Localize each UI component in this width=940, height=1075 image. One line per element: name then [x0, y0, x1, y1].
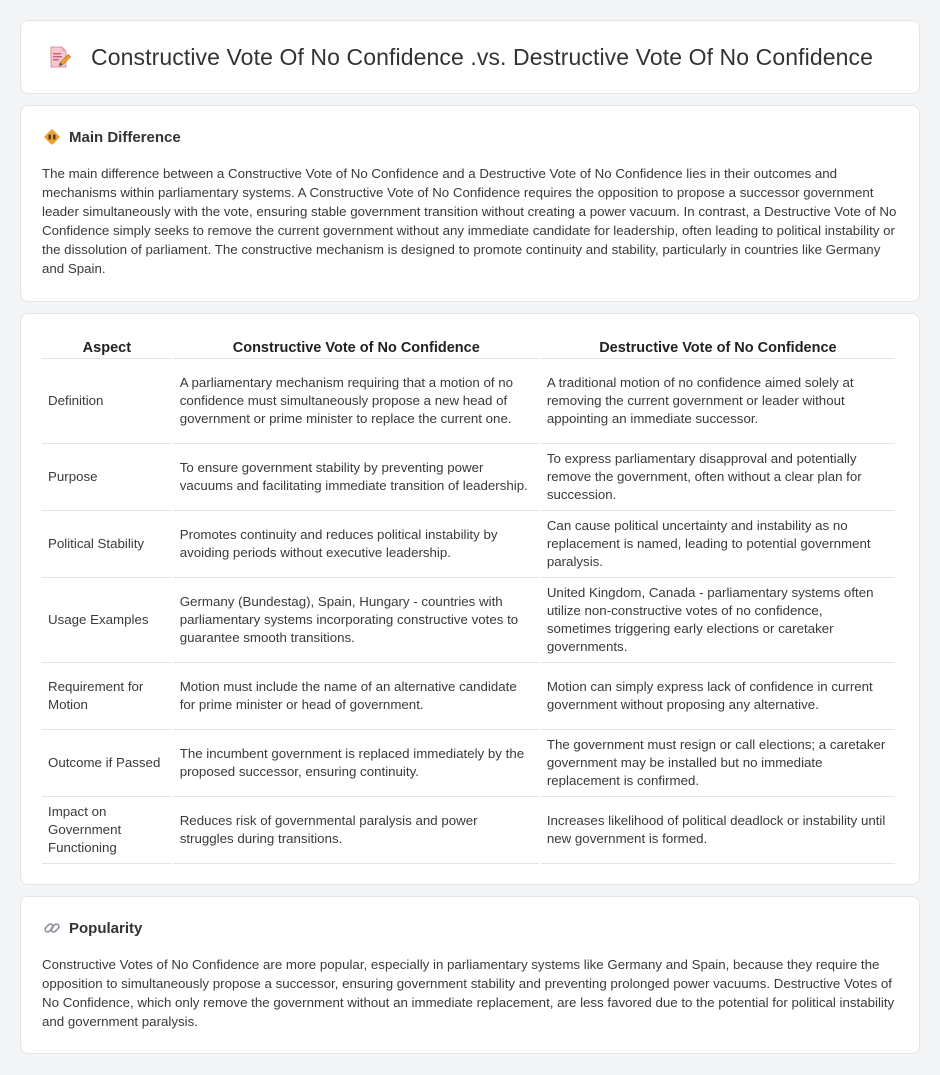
constructive-cell: Motion must include the name of an alternative candidate for prime minister or head of government.	[174, 663, 539, 730]
destructive-cell: To express parliamentary disapproval and potentially remove the government, often without a clear plan for succession.	[541, 444, 895, 511]
destructive-cell: A traditional motion of no confidence aimed solely at removing the current government or leader without appointing an immediate successor.	[541, 359, 895, 444]
table-row	[42, 730, 895, 797]
aspect-cell: Purpose	[42, 444, 172, 511]
aspect-cell: Definition	[42, 359, 172, 444]
table-row	[42, 663, 895, 730]
table-row	[42, 797, 895, 864]
title-card	[20, 20, 920, 94]
section-heading: Main Difference	[69, 128, 181, 146]
page-title: Constructive Vote Of No Confidence .vs. Destructive Vote Of No Confidence	[91, 43, 874, 70]
destructive-cell: The government must resign or call elections; a caretaker government may be installed but no immediate replacement is confirmed.	[541, 730, 895, 797]
aspect-cell: Requirement for Motion	[42, 663, 172, 730]
comparison-table	[40, 334, 897, 864]
constructive-cell: Germany (Bundestag), Spain, Hungary - countries with parliamentary systems incorporating constructive votes to guarantee smooth transitions.	[174, 578, 539, 663]
popularity-section	[20, 896, 920, 1054]
link-icon	[43, 919, 61, 937]
destructive-cell: Motion can simply express lack of confidence in current government without proposing any alternative.	[541, 663, 895, 730]
table-row	[42, 578, 895, 663]
document-pencil-icon	[47, 45, 71, 69]
column-header: Constructive Vote of No Confidence	[174, 334, 539, 359]
constructive-cell: The incumbent government is replaced immediately by the proposed successor, ensuring continuity.	[174, 730, 539, 797]
main-difference-text: The main difference between a Constructive Vote of No Confidence and a Destructive Vote of No Confidence lies in their outcomes and mechanisms within parliamentary systems. A Constructive Vote of No Confidence requires the opposition to propose a successor government leader simultaneously with the vote, ensuring stable government transition without creating a power vacuum. In contrast, a Destructive Vote of No Confidence simply seeks to remove the current government without any immediate candidate for leadership, often leading to political instability or the dissolution of parliament. The constructive mechanism is designed to promote continuity and stability, particularly in countries like Germany and Spain.	[42, 166, 897, 276]
aspect-cell: Usage Examples	[42, 578, 172, 663]
destructive-cell: United Kingdom, Canada - parliamentary systems often utilize non-constructive votes of no confidence, sometimes triggering early elections or caretaker governments.	[541, 578, 895, 663]
table-header-row	[42, 334, 895, 359]
comparison-section	[20, 313, 920, 885]
popularity-text: Constructive Votes of No Confidence are more popular, especially in parliamentary systems like Germany and Spain, because they require the opposition to simultaneously propose a successor, ensuring government stability and preventing prolonged power vacuums. Destructive Votes of No Confidence, which only remove the government without an immediate replacement, are less favored due to the potential for political instability and government paralysis.	[42, 957, 895, 1029]
section-heading: Popularity	[69, 919, 143, 937]
table-row	[42, 359, 895, 444]
constructive-cell: Promotes continuity and reduces political instability by avoiding periods without executive leadership.	[174, 511, 539, 578]
aspect-cell: Political Stability	[42, 511, 172, 578]
diamond-sign-icon	[43, 128, 61, 146]
destructive-cell: Increases likelihood of political deadlock or instability until new government is formed.	[541, 797, 895, 864]
table-row	[42, 444, 895, 511]
column-header: Destructive Vote of No Confidence	[541, 334, 895, 359]
constructive-cell: Reduces risk of governmental paralysis and power struggles during transitions.	[174, 797, 539, 864]
main-difference-section	[20, 105, 920, 302]
column-header: Aspect	[42, 334, 172, 359]
table-row	[42, 511, 895, 578]
destructive-cell: Can cause political uncertainty and instability as no replacement is named, leading to potential government paralysis.	[541, 511, 895, 578]
aspect-cell: Impact on Government Functioning	[42, 797, 172, 864]
constructive-cell: To ensure government stability by preventing power vacuums and facilitating immediate transition of leadership.	[174, 444, 539, 511]
constructive-cell: A parliamentary mechanism requiring that a motion of no confidence must simultaneously propose a new head of government or prime minister to replace the current one.	[174, 359, 539, 444]
aspect-cell: Outcome if Passed	[42, 730, 172, 797]
